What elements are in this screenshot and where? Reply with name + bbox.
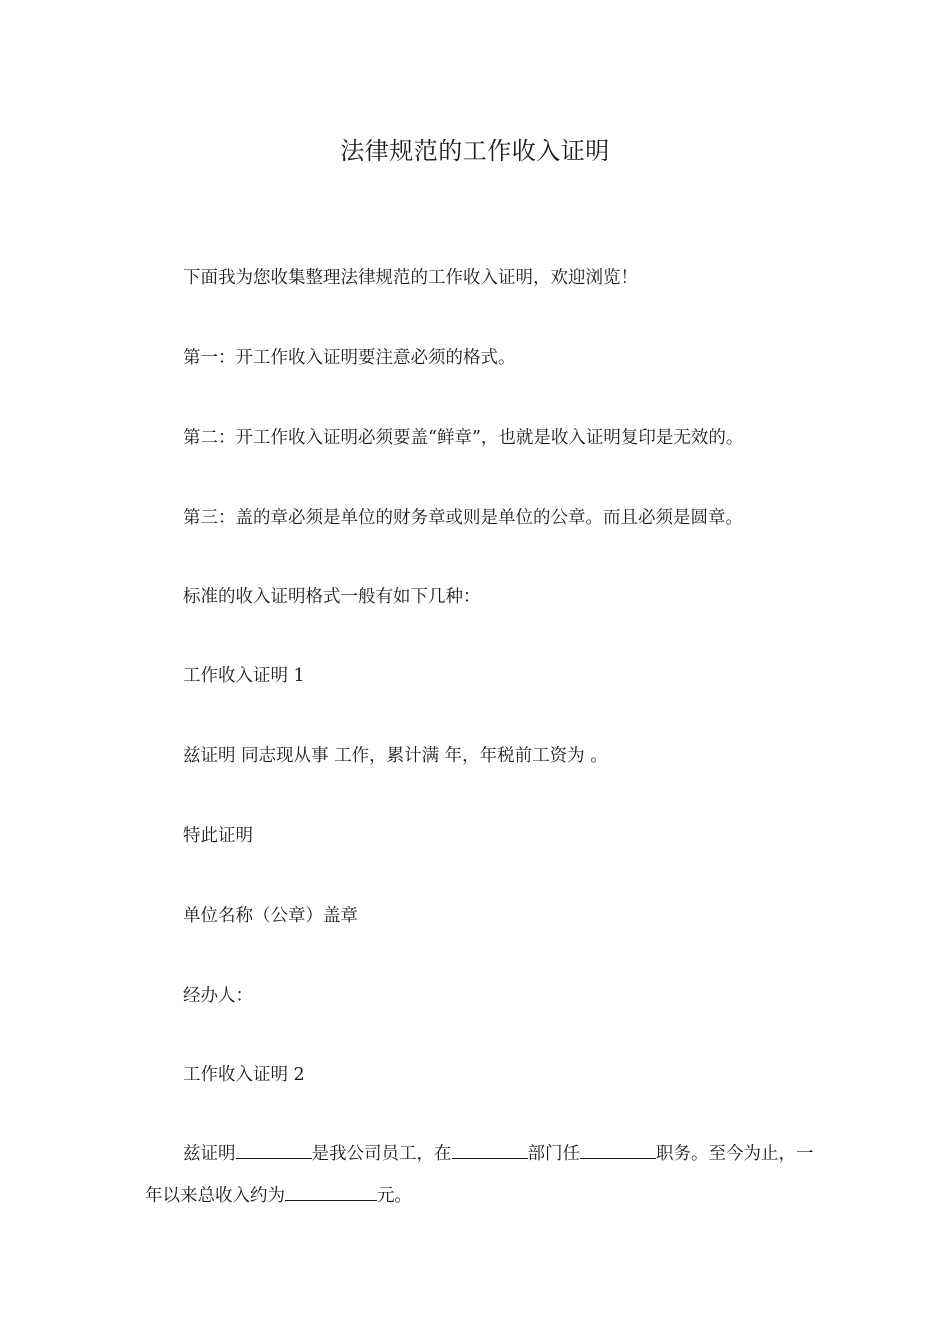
point-1-paragraph: 第一：开工作收入证明要注意必须的格式。 bbox=[183, 348, 516, 368]
sample-1-body: 兹证明 同志现从事 工作，累计满 年，年税前工资为 。 bbox=[183, 746, 608, 766]
name-blank bbox=[236, 1140, 312, 1159]
sample-1-heading: 工作收入证明 1 bbox=[183, 666, 305, 686]
sample-1-seal: 单位名称（公章）盖章 bbox=[183, 906, 358, 926]
formats-heading: 标准的收入证明格式一般有如下几种： bbox=[183, 587, 481, 607]
point-2-paragraph: 第二：开工作收入证明必须要盖“鲜章”，也就是收入证明复印是无效的。 bbox=[183, 428, 744, 448]
sample-1-closing: 特此证明 bbox=[183, 826, 253, 846]
sample-2-heading: 工作收入证明 2 bbox=[183, 1065, 305, 1085]
income-blank bbox=[285, 1182, 377, 1201]
sample-2-text-3: 部门任 bbox=[527, 1144, 580, 1164]
point-3-paragraph: 第三：盖的章必须是单位的财务章或则是单位的公章。而且必须是圆章。 bbox=[183, 508, 743, 528]
sample-2-text-4: 职务。至今为止，一年以来总收入约为 bbox=[145, 1144, 814, 1206]
sample-2-body bbox=[145, 1133, 825, 1217]
position-blank bbox=[580, 1140, 656, 1159]
document-title: 法律规范的工作收入证明 bbox=[340, 137, 610, 165]
sample-2-text-5: 元。 bbox=[377, 1186, 412, 1206]
intro-paragraph: 下面我为您收集整理法律规范的工作收入证明，欢迎浏览！ bbox=[183, 268, 638, 288]
sample-2-text-1: 兹证明 bbox=[183, 1144, 236, 1164]
department-blank bbox=[452, 1140, 528, 1159]
sample-1-handler: 经办人： bbox=[183, 986, 253, 1006]
sample-2-text-2: 是我公司员工，在 bbox=[311, 1144, 452, 1164]
